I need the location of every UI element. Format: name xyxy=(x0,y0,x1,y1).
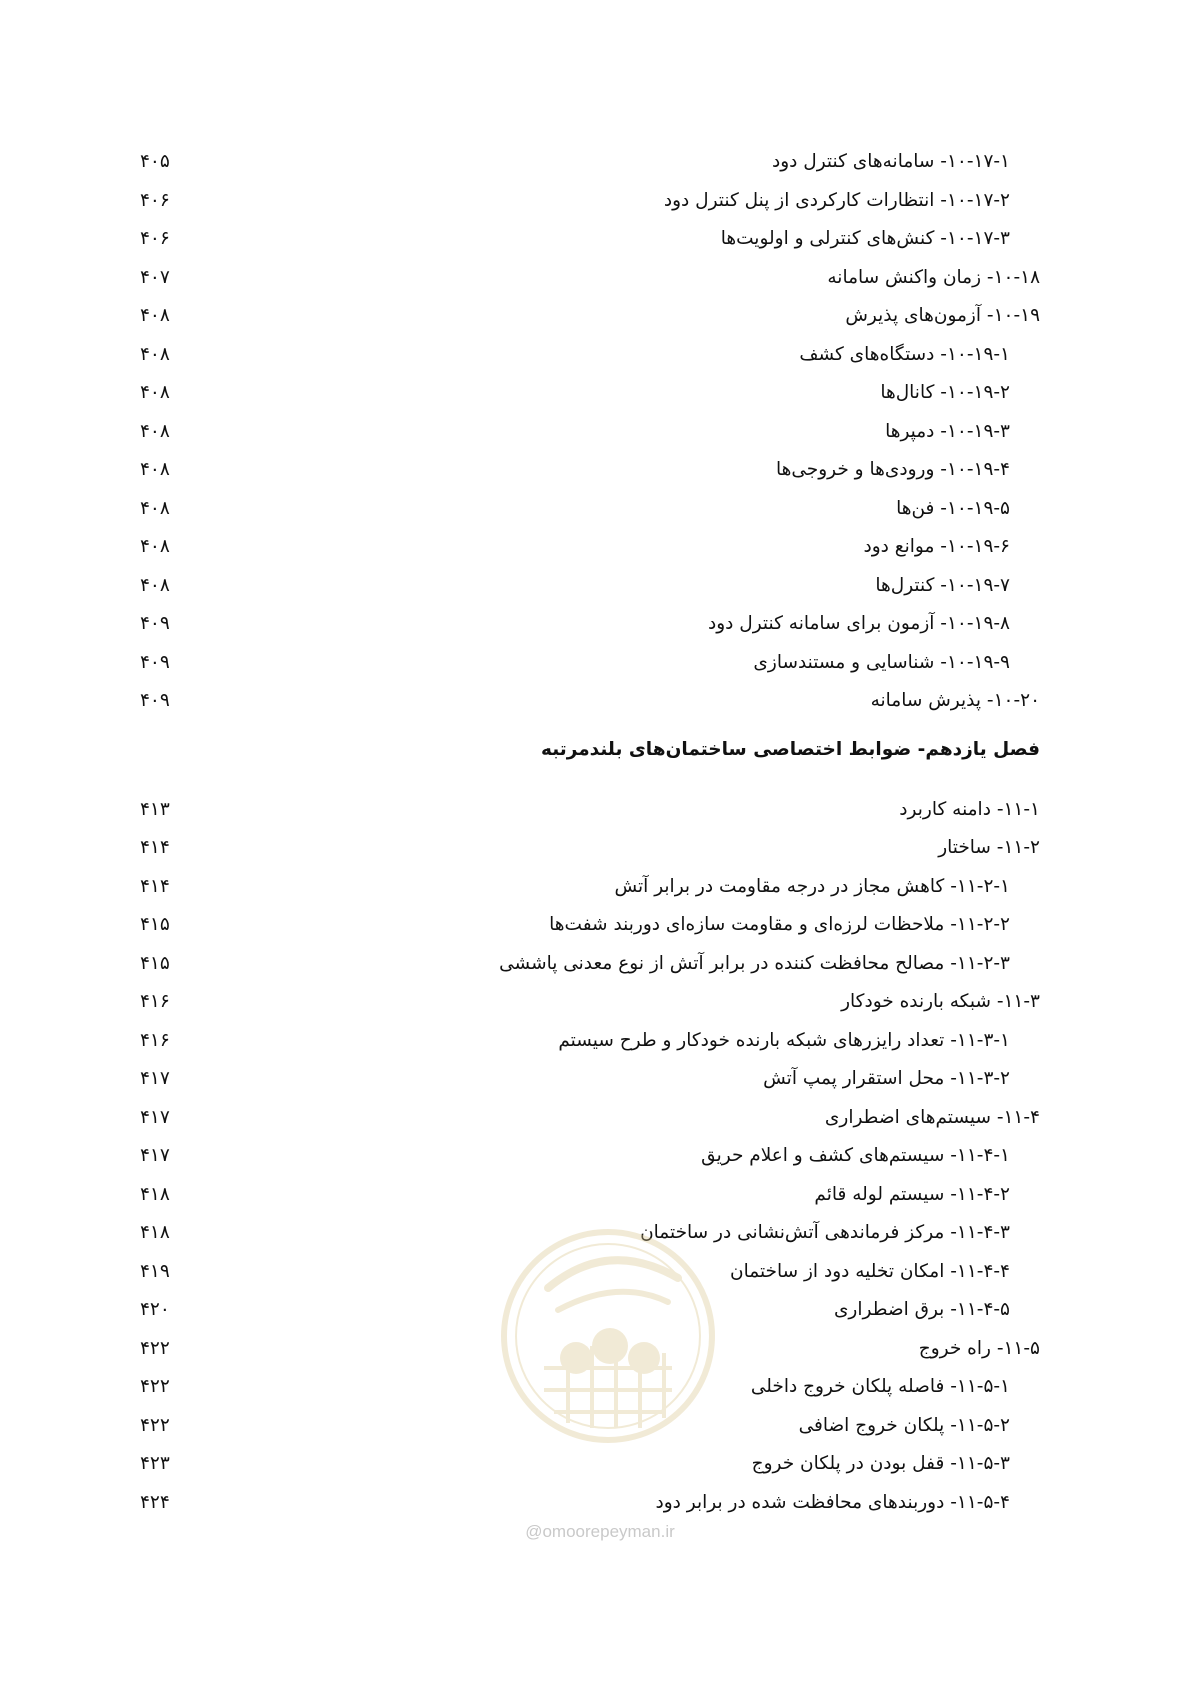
toc-entry-title: ۱۱-۲-۳- مصالح محافظت کننده در برابر آتش از نوع معدنی پاششی xyxy=(499,952,1010,974)
toc-entry-page-number: ۴۱۸ xyxy=(140,1222,170,1243)
toc-entry-title: ۱۰-۱۹-۶- موانع دود xyxy=(863,536,1010,557)
toc-entry xyxy=(140,1022,1040,1061)
toc-entry xyxy=(140,451,1040,490)
toc-entry-page-number: ۴۰۶ xyxy=(140,189,170,211)
toc-entry-title: ۱۰-۱۹-۲- کانال‌ها xyxy=(880,382,1010,403)
toc-entry-page-number: ۴۱۳ xyxy=(140,798,170,820)
toc-entry xyxy=(140,297,1040,336)
toc-entry-title: ۱۱-۴-۲- سیستم لوله قائم xyxy=(814,1183,1010,1205)
toc-entry-page-number: ۴۰۸ xyxy=(140,305,170,326)
toc-entry-page-number: ۴۱۷ xyxy=(140,1106,170,1128)
toc-entry-title: ۱۱-۵-۴- دوربندهای محافظت شده در برابر دود xyxy=(655,1491,1010,1513)
toc-entry xyxy=(140,868,1040,907)
toc-entry-title: ۱۰-۱۷-۳- کنش‌های کنترلی و اولویت‌ها xyxy=(720,228,1010,249)
toc-entry-title: ۱۰-۱۹- آزمون‌های پذیرش xyxy=(845,305,1040,326)
toc-entry-title: ۱۱-۵- راه خروج xyxy=(918,1337,1040,1359)
toc-entry xyxy=(140,605,1040,644)
toc-entry xyxy=(140,528,1040,567)
toc-entry xyxy=(140,1137,1040,1176)
toc-entry xyxy=(140,983,1040,1022)
toc-entry xyxy=(140,1176,1040,1215)
toc-entry xyxy=(140,1445,1040,1484)
toc-entry-title: ۱۰-۲۰- پذیرش سامانه xyxy=(870,690,1040,711)
toc-entry-title: ۱۰-۱۸- زمان واکنش سامانه xyxy=(827,266,1040,288)
toc-entry-page-number: ۴۱۴ xyxy=(140,837,170,858)
toc-entry-title: ۱۰-۱۹-۸- آزمون برای سامانه کنترل دود xyxy=(707,613,1010,634)
toc-entry-title: ۱۰-۱۹-۴- ورودی‌ها و خروجی‌ها xyxy=(775,459,1010,480)
toc-entry-page-number: ۴۰۸ xyxy=(140,497,170,519)
toc-entry-title: ۱۱-۴-۴- امکان تخلیه دود از ساختمان xyxy=(730,1260,1010,1282)
toc-entry-page-number: ۴۰۹ xyxy=(140,613,170,634)
toc-entry-page-number: ۴۰۵ xyxy=(140,151,170,172)
toc-entry xyxy=(140,490,1040,529)
toc-entry-page-number: ۴۲۲ xyxy=(140,1376,170,1397)
toc-entry-title: ۱۱-۲-۱- کاهش مجاز در درجه مقاومت در برابر آتش xyxy=(614,875,1010,897)
toc-entry-title: ۱۱-۳- شبکه بارنده خودکار xyxy=(841,991,1040,1012)
toc-entry-page-number: ۴۰۹ xyxy=(140,651,170,673)
toc-entry-page-number: ۴۲۲ xyxy=(140,1337,170,1359)
toc-entry-title: ۱۱-۴-۵- برق اضطراری xyxy=(833,1299,1010,1320)
toc-entry xyxy=(140,182,1040,221)
toc-entry-page-number: ۴۰۸ xyxy=(140,382,170,403)
toc-entry-title: ۱۱-۲- ساختار xyxy=(938,837,1040,858)
toc-entry xyxy=(140,829,1040,868)
toc-entry-page-number: ۴۱۸ xyxy=(140,1183,170,1205)
toc-entry-title: ۱۱-۵-۲- پلکان خروج اضافی xyxy=(798,1414,1010,1436)
toc-entry-title: ۱۱-۲-۲- ملاحظات لرزه‌ای و مقاومت سازه‌ای دوربند شفت‌ها xyxy=(549,914,1010,935)
toc-entry-page-number: ۴۱۶ xyxy=(140,991,170,1012)
toc-entry-title: ۱۰-۱۹-۵- فن‌ها xyxy=(896,497,1010,519)
toc-entry-title: ۱۱-۵-۳- قفل بودن در پلکان خروج xyxy=(751,1453,1010,1474)
toc-entry-page-number: ۴۲۴ xyxy=(140,1491,170,1513)
toc-entry xyxy=(140,906,1040,945)
toc-entry xyxy=(140,1060,1040,1099)
toc-entry-title: ۱۱-۴-۳- مرکز فرماندهی آتش‌نشانی در ساختمان xyxy=(640,1222,1010,1243)
toc-entry-title: ۱۱-۵-۱- فاصله پلکان خروج داخلی xyxy=(750,1376,1010,1397)
watermark-logo xyxy=(488,1218,728,1448)
toc-entry-page-number: ۴۰۸ xyxy=(140,343,170,365)
toc-entry xyxy=(140,682,1040,721)
toc-entry-page-number: ۴۰۸ xyxy=(140,459,170,480)
toc-entry-page-number: ۴۰۷ xyxy=(140,266,170,288)
toc-entry-page-number: ۴۱۹ xyxy=(140,1260,170,1282)
toc-entry xyxy=(140,374,1040,413)
toc-entry xyxy=(140,1099,1040,1138)
toc-entry-title: ۱۱-۴- سیستم‌های اضطراری xyxy=(824,1106,1040,1128)
toc-entry-page-number: ۴۰۸ xyxy=(140,536,170,557)
watermark-url: @omoorepeyman.ir xyxy=(525,1522,675,1541)
toc-entry xyxy=(140,220,1040,259)
toc-entry xyxy=(140,644,1040,683)
toc-entry-page-number: ۴۰۶ xyxy=(140,228,170,249)
toc-entry xyxy=(140,143,1040,182)
toc-entry xyxy=(140,336,1040,375)
toc-entry-page-number: ۴۰۸ xyxy=(140,574,170,596)
toc-entry-title: ۱۰-۱۹-۷- کنترل‌ها xyxy=(875,574,1010,596)
chapter-heading: فصل یازدهم- ضوابط اختصاصی ساختمان‌های بلندمرتبه xyxy=(541,738,1040,760)
toc-entry-title: ۱۰-۱۷-۲- انتظارات کارکردی از پنل کنترل دود xyxy=(663,189,1010,211)
toc-entry-page-number: ۴۱۵ xyxy=(140,914,170,935)
toc-entry-page-number: ۴۱۵ xyxy=(140,952,170,974)
toc-entry-page-number: ۴۱۷ xyxy=(140,1145,170,1166)
toc-entry-title: ۱۰-۱۷-۱- سامانه‌های کنترل دود xyxy=(771,151,1010,172)
toc-entry-title: ۱۰-۱۹-۱- دستگاه‌های کشف xyxy=(799,343,1010,365)
toc-entry xyxy=(140,413,1040,452)
toc-entry-title: ۱۱-۳-۱- تعداد رایزرهای شبکه بارنده خودکار و طرح سیستم xyxy=(558,1029,1010,1051)
toc-entry xyxy=(140,1484,1040,1523)
toc-entry xyxy=(140,567,1040,606)
toc-entry-page-number: ۴۰۹ xyxy=(140,690,170,711)
toc-entry xyxy=(140,791,1040,830)
toc-entry-page-number: ۴۲۳ xyxy=(140,1453,170,1474)
toc-entry-page-number: ۴۱۷ xyxy=(140,1068,170,1089)
toc-entry-page-number: ۴۲۰ xyxy=(140,1299,170,1320)
toc-entry-title: ۱۱-۳-۲- محل استقرار پمپ آتش xyxy=(763,1068,1010,1089)
chapter-heading-row xyxy=(140,731,1040,787)
toc-entry-title: ۱۱-۱- دامنه کاربرد xyxy=(899,798,1040,820)
toc-group-chapter-10 xyxy=(140,143,1040,721)
toc-entry xyxy=(140,945,1040,984)
toc-entry-page-number: ۴۲۲ xyxy=(140,1414,170,1436)
toc-entry-page-number: ۴۰۸ xyxy=(140,420,170,442)
toc-entry-page-number: ۴۱۴ xyxy=(140,875,170,897)
toc-entry-title: ۱۱-۴-۱- سیستم‌های کشف و اعلام حریق xyxy=(701,1145,1010,1166)
toc-entry-title: ۱۰-۱۹-۳- دمپرها xyxy=(885,420,1010,442)
toc-entry-page-number: ۴۱۶ xyxy=(140,1029,170,1051)
toc-entry xyxy=(140,259,1040,298)
toc-entry-title: ۱۰-۱۹-۹- شناسایی و مستندسازی xyxy=(753,651,1010,673)
